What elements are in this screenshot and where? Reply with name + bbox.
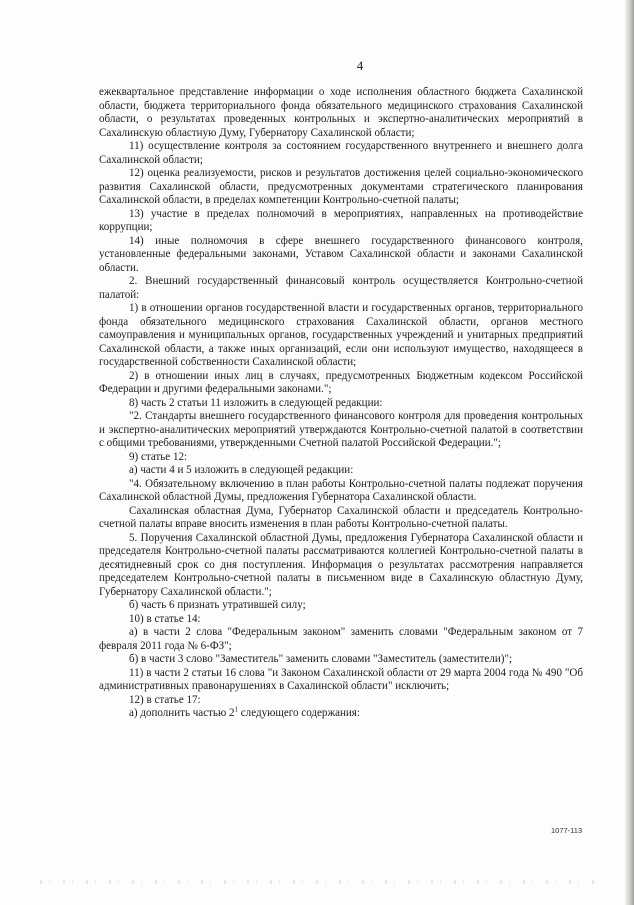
scan-noise bbox=[40, 880, 594, 884]
scan-edge-shadow bbox=[625, 0, 634, 905]
paragraph: "2. Стандарты внешнего государственного финансового контроля для проведения контрольных и экспертно-аналитических мероприятий утверждаются Контрольно-счетной палатой в соответствии с общими требованиями, утвержденными Счетной палатой Российской Федерации."; bbox=[99, 410, 583, 449]
superscript-index: 1 bbox=[234, 705, 239, 714]
paragraph: 11) в части 2 статьи 16 слова "и Законом Сахалинской области от 29 марта 2004 года № 490 "Об административных правонарушениях в Сахалинской области" исключить; bbox=[99, 666, 583, 692]
paragraph: б) часть 6 признать утратившей силу; bbox=[129, 599, 306, 611]
page-number: 4 bbox=[356, 58, 364, 73]
paragraph: 9) статье 12: bbox=[129, 450, 188, 463]
paragraph: 14) иные полномочия в сфере внешнего государственного финансового контроля, установленные федеральными законами, Уставом Сахалинской области и законами Сахалинской области. bbox=[99, 234, 583, 274]
paragraph: 2) в отношении иных лиц в случаях, предусмотренных Бюджетным кодексом Российской Федерации и другими федеральными законами."; bbox=[99, 369, 583, 395]
paragraph: а) в части 2 слова "Федеральным законом" заменить словами "Федеральным законом от 7 февраля 2011 года № 6-ФЗ"; bbox=[99, 626, 583, 652]
document-body bbox=[99, 86, 583, 721]
paragraph: 12) оценка реализуемости, рисков и результатов достижения целей социально-экономического развития Сахалинской области, предусмотренных документами стратегического планирования Сахалинской области, в пределах компетенции Контрольно-счетной палаты; bbox=[99, 167, 583, 206]
paragraph: а) части 4 и 5 изложить в следующей редакции: bbox=[129, 464, 354, 476]
paragraph: 2. Внешний государственный финансовый контроль осуществляется Контрольно-счетной палатой: bbox=[99, 275, 583, 301]
paragraph: 8) часть 2 статьи 11 изложить в следующей редакции: bbox=[129, 396, 383, 409]
paragraph: б) в части 3 слово "Заместитель" заменить словами "Заместитель (заместители)"; bbox=[129, 653, 513, 665]
paragraph-last bbox=[99, 707, 583, 721]
paragraph: ежеквартальное представление информации о ходе исполнения областного бюджета Сахалинской области, бюджета территориального фонда обязательного медицинского страхования Сахалинской области, о результатах проведенных контрольных и экспертно-аналитических мероприятий в Сахалинскую областную Думу, Губернатору Сахалинской области; bbox=[99, 86, 583, 139]
last-line-text: а) дополнить частью 2 bbox=[129, 707, 235, 719]
paragraph: 1) в отношении органов государственной власти и государственных органов, территориального фонда обязательного медицинского страхования Сахалинской области, органов местного самоуправления и муниципальных органов, государственных учреждений и унитарных предприятий Сахалинской области, а также иных организаций, если они используют имущество, находящееся в государственной собственности Сахалинской области; bbox=[99, 302, 583, 368]
paragraph: 5. Поручения Сахалинской областной Думы, предложения Губернатора Сахалинской области и председателя Контрольно-счетной палаты рассматриваются коллегией Контрольно-счетной палаты в десятидневный срок со дня поступления. Информация о результатах рассмотрения направляется председателем Контрольно-счетной палаты в письменном виде в Сахалинскую областную Думу, Губернатору Сахалинской области."; bbox=[99, 531, 583, 598]
paragraph: 11) осуществление контроля за состоянием государственного внутреннего и внешнего долга Сахалинской области; bbox=[99, 140, 583, 166]
paragraph: 12) в статье 17: bbox=[129, 693, 201, 706]
paragraph: 13) участие в пределах полномочий в мероприятиях, направленных на противодействие коррупции; bbox=[99, 207, 583, 233]
document-code: 1077-113 bbox=[551, 826, 583, 835]
paragraph: Сахалинская областная Дума, Губернатор Сахалинской области и председатель Контрольно-счетной палаты вправе вносить изменения в план работы Контрольно-счетной палаты. bbox=[99, 504, 583, 530]
paragraph: "4. Обязательному включению в план работы Контрольно-счетной палаты подлежат поручения Сахалинской областной Думы, предложения Губернатора Сахалинской области. bbox=[99, 477, 583, 503]
last-line-tail: следующего содержания: bbox=[238, 707, 360, 719]
paragraph: 10) в статье 14: bbox=[129, 612, 201, 625]
